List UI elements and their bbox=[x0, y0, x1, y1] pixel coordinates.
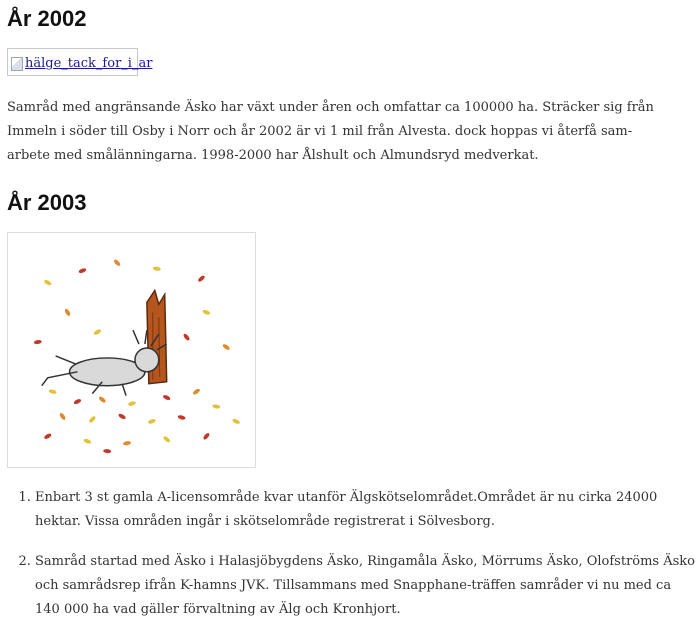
list-item: 2. Samråd startad med Äsko i Halasjöbygdens Äsko, Ringamåla Äsko, Mörrums Äsko, Olofströms Äsko och samrådsrep ifrån K-hamns JVK. Tillsammans med Snapphane-träffen samråder vi nu med ca 140 000 ha vad gäller förvaltning av Älg och Kronhjort. bbox=[35, 550, 699, 622]
list-2003 bbox=[7, 486, 699, 638]
heading-2002: År 2002 bbox=[7, 6, 87, 31]
image-alt-text: hälge_tack_for_i_ar bbox=[25, 56, 153, 71]
heading-2003: År 2003 bbox=[7, 190, 87, 215]
list-item: 1. Enbart 3 st gamla A-licensområde kvar utanför Älgskötselområdet.Området är nu cirka 24000 hektar. Vissa områden ingår i skötselområde registrerat i Sölvesborg. bbox=[35, 486, 699, 534]
broken-image-icon bbox=[11, 57, 23, 71]
illustration-svg bbox=[8, 233, 255, 467]
paragraph-2002: Samråd med angränsande Äsko har växt under åren och omfattar ca 100000 ha. Sträcker sig från Immeln i söder till Osby i Norr och år 2002 är vi 1 mil från Alvesta. dock hoppas vi återfå sam-arbete med smålänningarna. 1998-2000 har Ålshult och Almundsryd medverkat. bbox=[7, 100, 654, 163]
broken-image-link[interactable] bbox=[7, 48, 153, 76]
moose-leaves-illustration bbox=[7, 232, 256, 468]
